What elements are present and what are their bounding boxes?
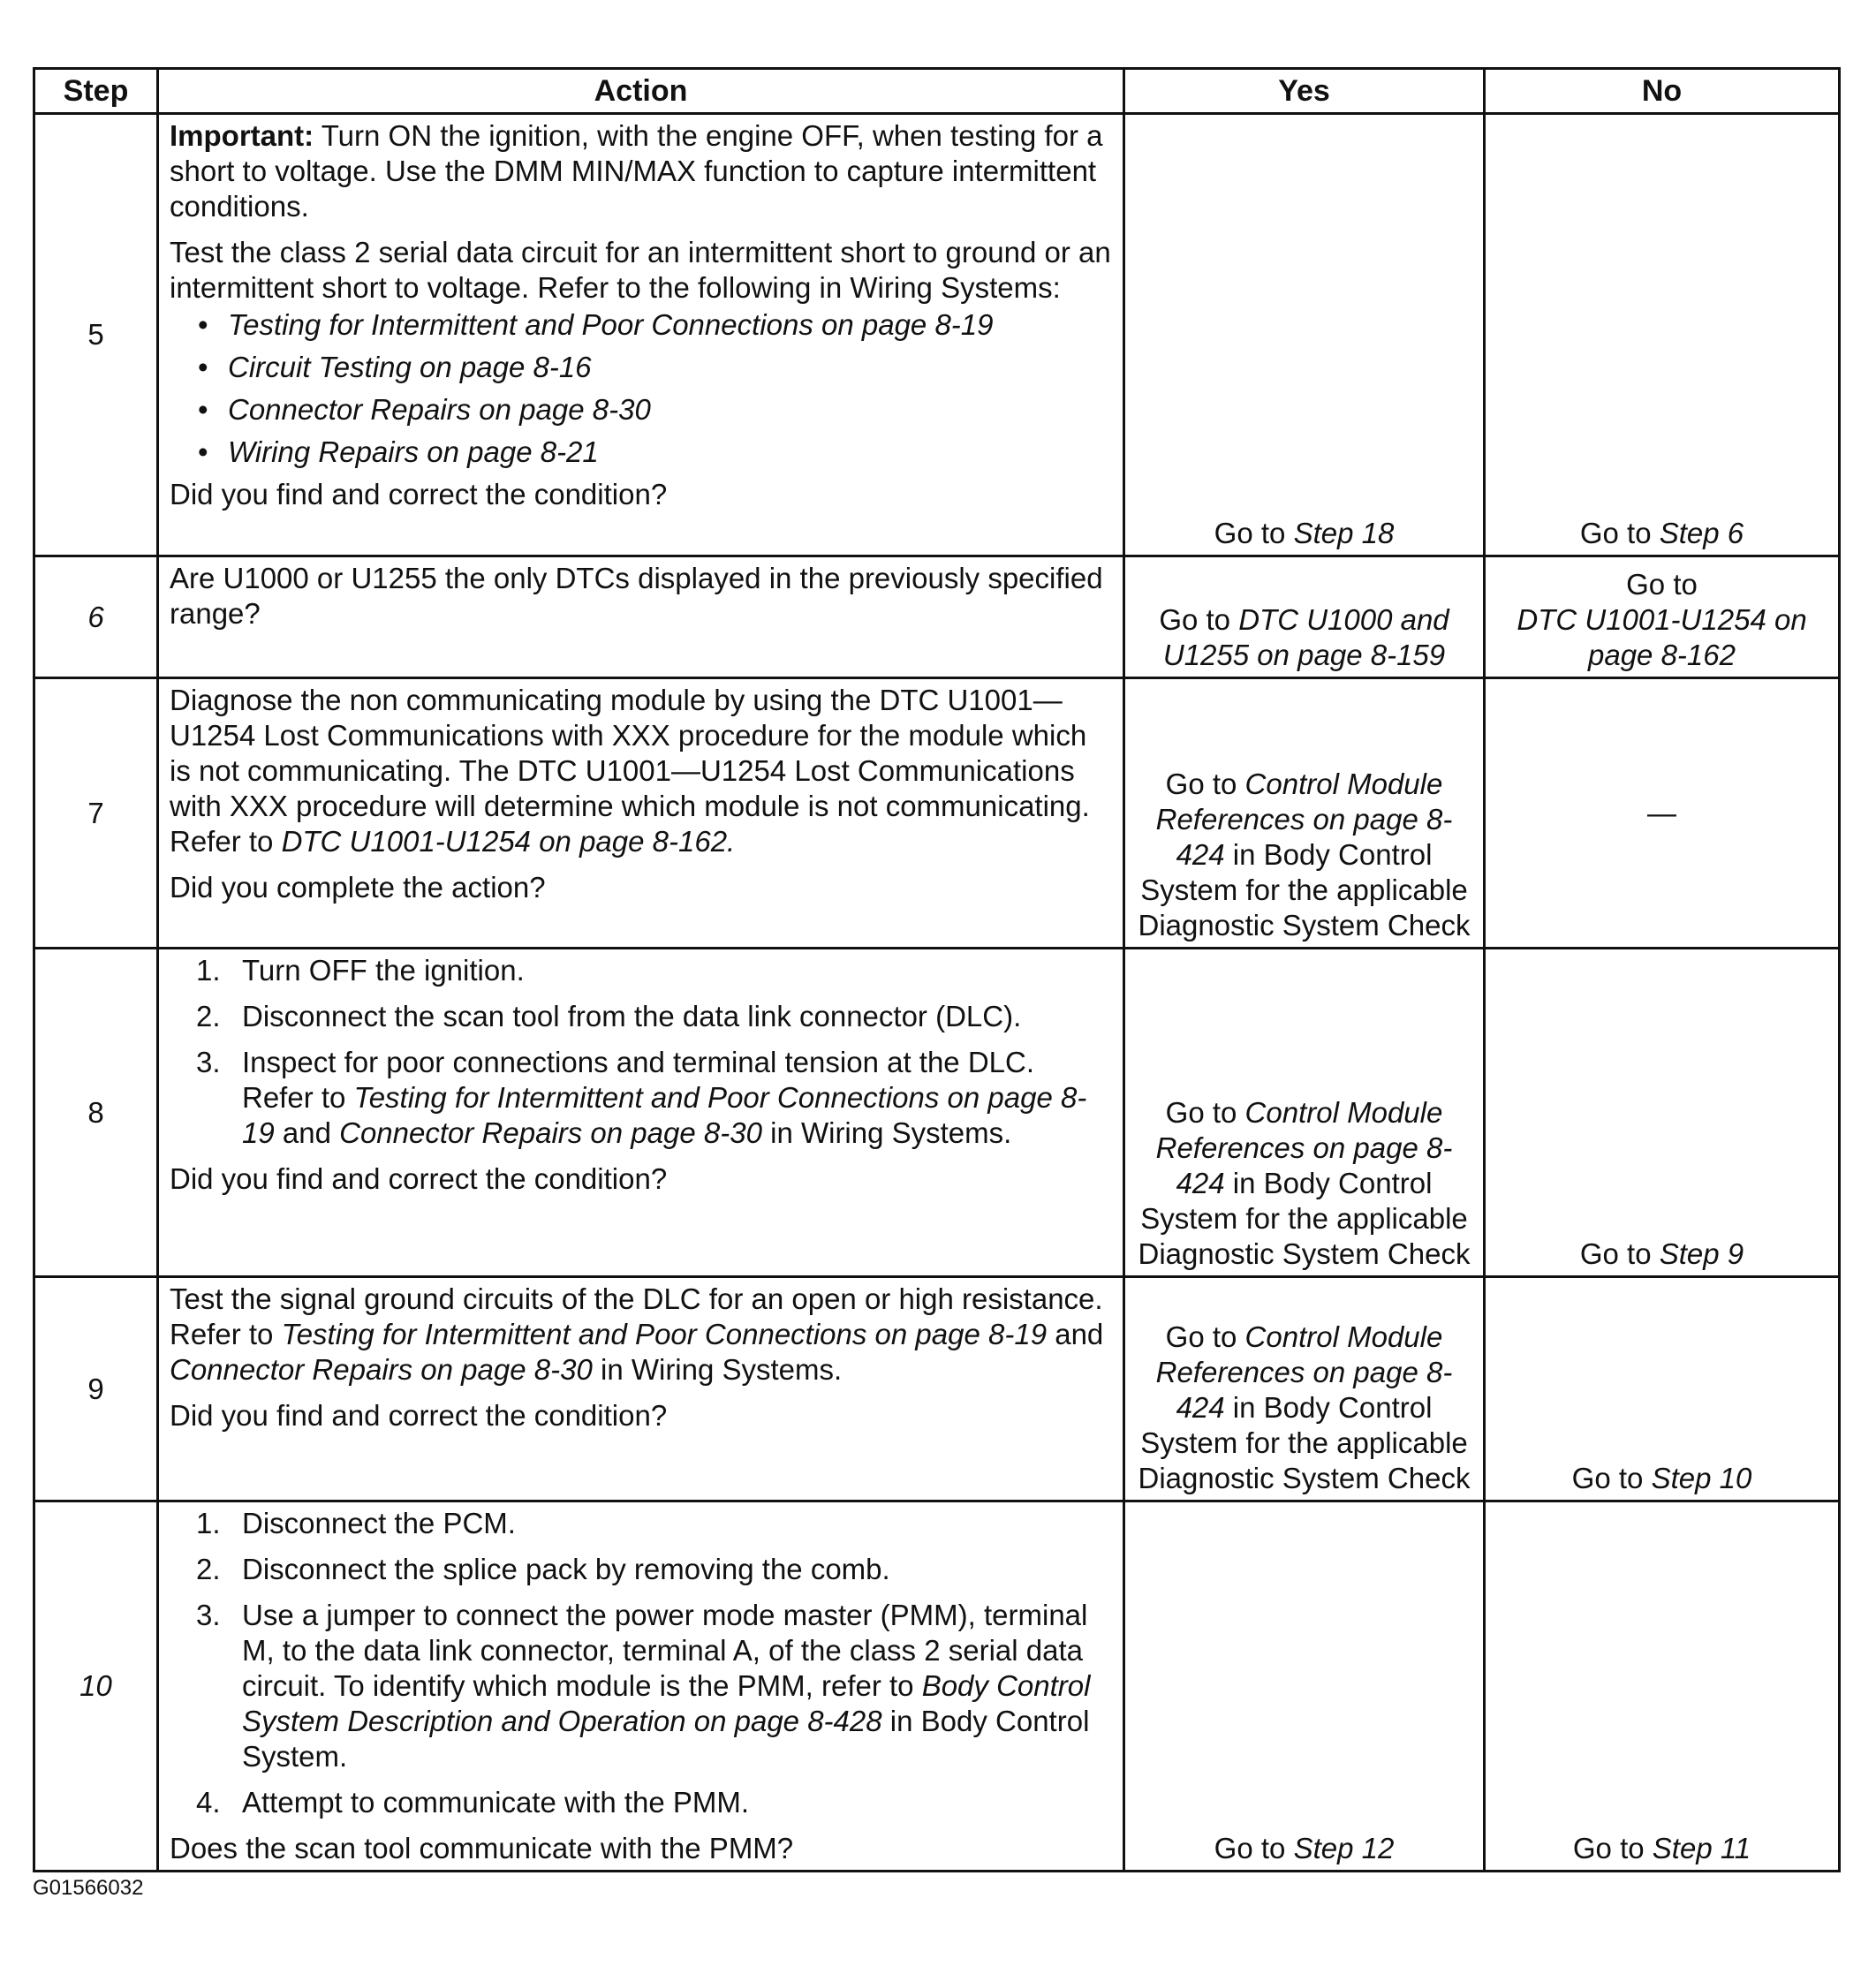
table-row-step-10	[34, 1501, 1840, 1872]
no-cell	[1485, 556, 1840, 678]
list-item	[170, 1045, 1112, 1151]
item-number: 1.	[196, 954, 221, 987]
item-text: Disconnect the PCM.	[242, 1507, 516, 1539]
instruction-text: Test the class 2 serial data circuit for an intermittent short to ground or an intermittent short to voltage. Refer to the following in Wiring Systems:	[170, 236, 1111, 304]
header-no: No	[1485, 69, 1840, 114]
yes-prefix: Go to	[1214, 1832, 1294, 1864]
step-number: 6	[34, 556, 158, 678]
no-reference: Step 9	[1659, 1237, 1744, 1270]
no-reference: Step 6	[1659, 517, 1744, 549]
action-cell	[158, 949, 1124, 1277]
action-cell	[158, 1277, 1124, 1501]
step-number: 5	[34, 114, 158, 556]
yes-cell	[1124, 556, 1485, 678]
item-text: in Body Control System.	[242, 1705, 1090, 1773]
list-item: • Wiring Repairs on page 8-21	[198, 435, 1112, 470]
yes-prefix: Go to	[1165, 1096, 1245, 1129]
important-text: Turn ON the ignition, with the engine OFF, when testing for a short to voltage. Use the DMM MIN/MAX function to capture intermittent conditions.	[170, 119, 1103, 223]
yes-cell	[1124, 949, 1485, 1277]
no-prefix: Go to	[1626, 568, 1698, 601]
important-note	[170, 118, 1112, 224]
list-item: • Connector Repairs on page 8-30	[198, 392, 1112, 427]
yes-reference: DTC U1000 and U1255 on page 8-159	[1162, 603, 1449, 671]
item-text: and	[274, 1116, 340, 1149]
diagnostic-table	[33, 67, 1841, 1872]
header-step: Step	[34, 69, 158, 114]
yes-cell	[1124, 1277, 1485, 1501]
yes-suffix: in Body Control System for the applicable Diagnostic System Check	[1138, 1167, 1471, 1270]
table-header-row	[34, 69, 1840, 114]
important-label: Important:	[170, 119, 314, 152]
item-reference: Body Control System Description and Operation on page 8-428	[242, 1669, 1091, 1737]
no-prefix: Go to	[1571, 1462, 1652, 1494]
item-reference: Connector Repairs on page 8-30	[339, 1116, 762, 1149]
instruction-body: Diagnose the non communicating module by using the DTC U1001—U1254 Lost Communications with XXX procedure for the module which is not communicating. The DTC U1001—U1254 Lost Communications with XXX procedure will determine which module is not communicating. Refer to	[170, 684, 1090, 858]
yes-reference: Control Module References on page 8-424	[1155, 1096, 1453, 1199]
instruction-reference: DTC U1001-U1254 on page 8-162.	[281, 825, 736, 858]
yes-cell	[1124, 1501, 1485, 1872]
yes-prefix: Go to	[1165, 768, 1245, 800]
instruction-text	[170, 683, 1112, 859]
list-item: • Testing for Intermittent and Poor Connections on page 8-19	[198, 307, 1112, 343]
yes-reference: Step 18	[1293, 517, 1395, 549]
reference-list	[170, 307, 1112, 470]
header-yes: Yes	[1124, 69, 1485, 114]
step-number: 8	[34, 949, 158, 1277]
instruction-body: and	[1047, 1318, 1104, 1350]
table-row-step-8	[34, 949, 1840, 1277]
no-prefix: Go to	[1579, 517, 1660, 549]
yes-cell	[1124, 678, 1485, 949]
table-row-step-5	[34, 114, 1840, 556]
yes-suffix: in Body Control System for the applicable Diagnostic System Check	[1138, 1391, 1471, 1494]
yes-reference: Step 12	[1293, 1832, 1395, 1864]
no-reference: Step 10	[1651, 1462, 1752, 1494]
figure-code: G01566032	[33, 1876, 144, 1900]
yes-prefix: Go to	[1165, 1320, 1245, 1353]
item-text: Inspect for poor connections and terminal tension at the DLC. Refer to	[242, 1046, 1035, 1114]
yes-prefix: Go to	[1214, 517, 1294, 549]
action-cell	[158, 678, 1124, 949]
no-cell	[1485, 114, 1840, 556]
question-text: Are U1000 or U1255 the only DTCs displayed in the previously specified range?	[170, 562, 1103, 630]
item-text: Use a jumper to connect the power mode master (PMM), terminal M, to the data link connector, terminal A, of the class 2 serial data circuit. To identify which module is the PMM, refer to	[242, 1599, 1088, 1702]
question-text: Did you find and correct the condition?	[170, 1399, 668, 1432]
table-row-step-7	[34, 678, 1840, 949]
list-item: • Circuit Testing on page 8-16	[198, 350, 1112, 385]
item-number: 3.	[196, 1046, 221, 1078]
step-number: 7	[34, 678, 158, 949]
list-item	[170, 953, 1112, 988]
instruction-reference: Testing for Intermittent and Poor Connections on page 8-19	[281, 1318, 1048, 1350]
yes-reference: Control Module References on page 8-424	[1155, 768, 1453, 871]
list-item	[170, 1506, 1112, 1541]
action-cell	[158, 556, 1124, 678]
procedure-list	[170, 953, 1112, 1151]
header-action: Action	[158, 69, 1124, 114]
item-number: 3.	[196, 1599, 221, 1631]
list-item	[170, 1598, 1112, 1774]
item-number: 2.	[196, 1000, 221, 1032]
question-text: Did you find and correct the condition?	[170, 1162, 668, 1195]
table-row-step-9	[34, 1277, 1840, 1501]
table-row-step-6	[34, 556, 1840, 678]
yes-reference: Control Module References on page 8-424	[1155, 1320, 1453, 1424]
action-cell	[158, 114, 1124, 556]
no-cell	[1485, 949, 1840, 1277]
question-text: Does the scan tool communicate with the PMM?	[170, 1832, 794, 1864]
item-text: Attempt to communicate with the PMM.	[242, 1786, 750, 1819]
no-reference: DTC U1001-U1254 on page 8-162	[1517, 603, 1807, 671]
instruction-reference: Connector Repairs on page 8-30	[170, 1353, 593, 1386]
list-item	[170, 999, 1112, 1034]
item-text: Turn OFF the ignition.	[242, 954, 525, 987]
no-cell: —	[1485, 678, 1840, 949]
question-text: Did you complete the action?	[170, 871, 546, 904]
item-reference: Testing for Intermittent and Poor Connections on page 8-19	[242, 1081, 1087, 1149]
no-prefix: Go to	[1579, 1237, 1660, 1270]
no-prefix: Go to	[1572, 1832, 1653, 1864]
step-number: 10	[34, 1501, 158, 1872]
list-item	[170, 1552, 1112, 1587]
no-cell	[1485, 1277, 1840, 1501]
step-number: 9	[34, 1277, 158, 1501]
instruction-text	[170, 1282, 1112, 1388]
item-number: 1.	[196, 1507, 221, 1539]
item-text: Disconnect the splice pack by removing the comb.	[242, 1553, 890, 1585]
procedure-list	[170, 1506, 1112, 1820]
yes-prefix: Go to	[1159, 603, 1239, 636]
item-number: 4.	[196, 1786, 221, 1819]
question-text: Did you find and correct the condition?	[170, 478, 668, 511]
no-reference: Step 11	[1652, 1832, 1751, 1864]
list-item	[170, 1785, 1112, 1820]
instruction-body: Test the signal ground circuits of the DLC for an open or high resistance. Refer to	[170, 1282, 1103, 1350]
action-cell	[158, 1501, 1124, 1872]
yes-cell	[1124, 114, 1485, 556]
yes-suffix: in Body Control System for the applicable Diagnostic System Check	[1138, 838, 1471, 942]
no-cell	[1485, 1501, 1840, 1872]
instruction-body: in Wiring Systems.	[592, 1353, 843, 1386]
item-text: Disconnect the scan tool from the data link connector (DLC).	[242, 1000, 1022, 1032]
item-number: 2.	[196, 1553, 221, 1585]
item-text: in Wiring Systems.	[761, 1116, 1012, 1149]
